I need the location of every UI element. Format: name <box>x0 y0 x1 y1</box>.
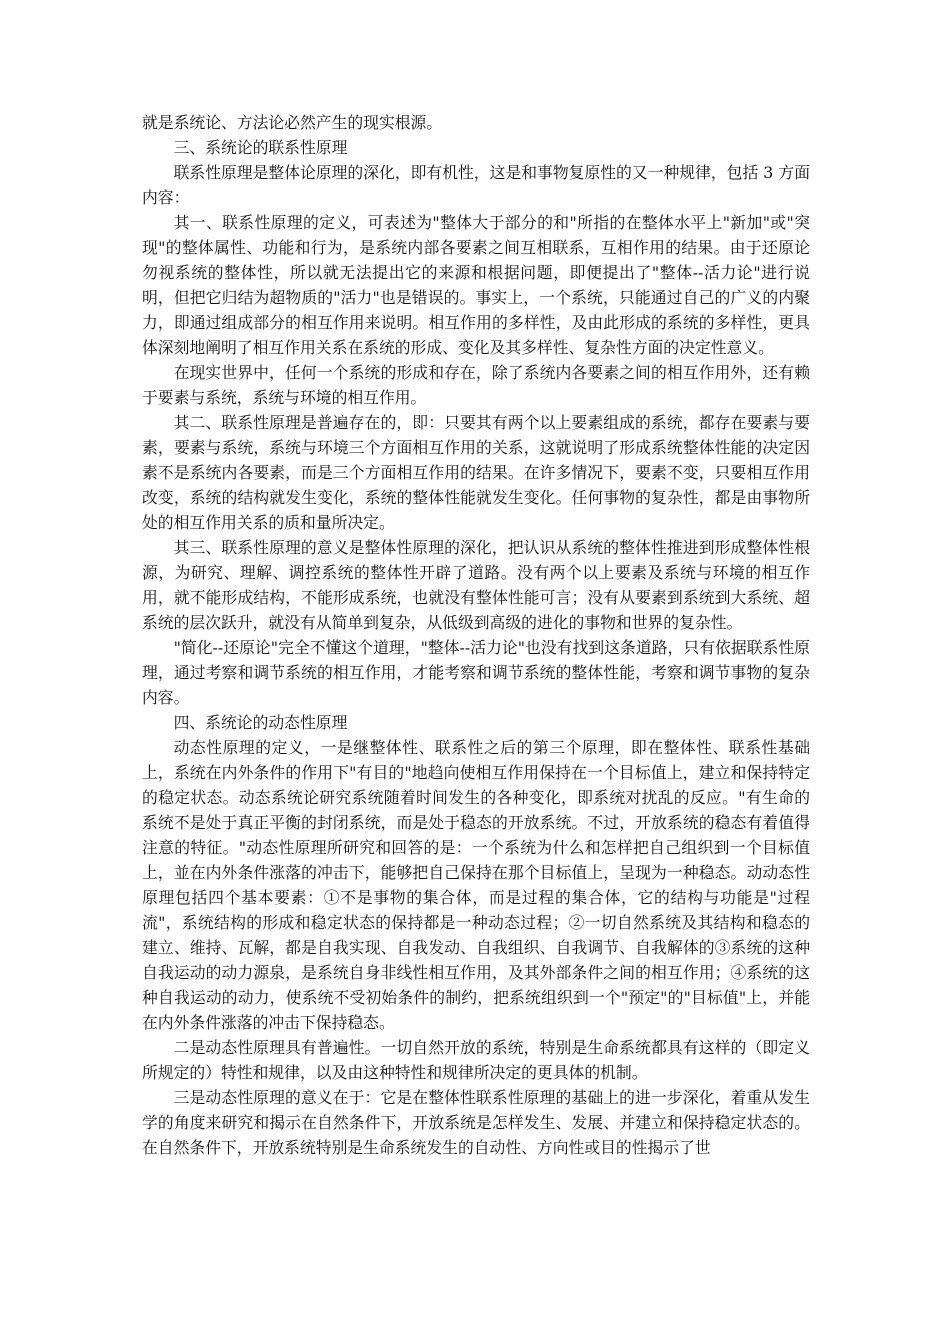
section-heading-4: 四、系统论的动态性原理 <box>173 713 348 732</box>
paragraph-linkage-definition: 其一、联系性原理的定义，可表述为"整体大于部分的和"所指的在整体水平上"新加"或"突现"的整体属性、功能和行为，是系统内部各要素之间互相联系，互相作用的结果。由于还原论勿视系统的整体性，所以就无法提出它的来源和根据问题，即便提出了"整体--活力论"进行说明，但把它归结为超物质的"活力"也是错误的。事实上，一个系统，只能通过自己的广义的内聚力，即通过组成部分的相互作用来说明。相互作用的多样性，及由此形成的系统的多样性，更具体深刻地阐明了相互作用关系在系统的形成、变化及其多样性、复杂性方面的决定性意义。 <box>142 213 810 357</box>
paragraph-linkage-intro: 联系性原理是整体论原理的深化，即有机性，这是和事物复原性的又一种规律，包括 3 方面内容： <box>142 163 810 207</box>
section-heading-3: 三、系统论的联系性原理 <box>173 138 348 157</box>
paragraph-real-world: 在现实世界中，任何一个系统的形成和存在，除了系统内各要素之间的相互作用外，还有赖于要素与系统，系统与环境的相互作用。 <box>142 363 810 407</box>
paragraph-dynamic-significance: 三是动态性原理的意义在于：它是在整体性联系性原理的基础上的进一步深化，着重从发生学的角度来研究和揭示在自然条件下，开放系统是怎样发生、发展、并建立和保持稳定状态的。在自然条件下，开放系统特别是生命系统发生的自动性、方向性或目的性揭示了世 <box>142 1088 810 1157</box>
paragraph-dynamic-universal: 二是动态性原理具有普遍性。一切自然开放的系统，特别是生命系统都具有这样的（即定义所规定的）特性和规律，以及由这种特性和规律所决定的更具体的机制。 <box>142 1038 810 1082</box>
paragraph-continuation: 就是系统论、方法论必然产生的现实根源。 <box>142 113 443 132</box>
paragraph-linkage-universal: 其二、联系性原理是普遍存在的，即：只要其有两个以上要素组成的系统，都存在要素与要素，要素与系统，系统与环境三个方面相互作用的关系，这就说明了形成系统整体性能的决定因素不是系统内各要素，而是三个方面相互作用的结果。在许多情况下，要素不变，只要相互作用改变，系统的结构就发生变化，系统的整体性能就发生变化。任何事物的复杂性，都是由事物所处的相互作用关系的质和量所决定。 <box>142 413 810 532</box>
paragraph-dynamic-definition: 动态性原理的定义，一是继整体性、联系性之后的第三个原理，即在整体性、联系性基础上，系统在内外条件的作用下"有目的"地趋向使相互作用保持在一个目标值上，建立和保持特定的稳定状态。动态系统论研究系统随着时间发生的各种变化，即系统对扰乱的反应。"有生命的系统不是处于真正平衡的封闭系统，而是处于稳态的开放系统。不过，开放系统的稳态有着值得注意的特征。"动态性原理所研究和回答的是：一个系统为什么和怎样把自己组织到一个目标值上，並在内外条件涨落的冲击下，能够把自己保持在那个目标值上，呈现为一种稳态。动动态性原理包括四个基本要素：①不是事物的集合体，而是过程的集合体，它的结构与功能是"过程流"，系统结构的形成和稳定状态的保持都是一种动态过程；②一切自然系统及其结构和稳态的建立、维持、瓦解，都是自我实现、自我发动、自我组织、自我调节、自我解体的③系统的这种自我运动的动力源泉，是系统自身非线性相互作用，及其外部条件之间的相互作用；④系统的这种自我运动的动力，使系统不受初始条件的制约，把系统组织到一个"预定"的"目标值"上，并能在内外条件涨落的冲击下保持稳态。 <box>142 738 810 1032</box>
document-page <box>142 110 810 1160</box>
paragraph-reductionism: "简化--还原论"完全不懂这个道理，"整体--活力论"也没有找到这条道路，只有依据联系性原理，通过考察和调节系统的相互作用，才能考察和调节系统的整体性能，考察和调节事物的复杂内容。 <box>142 638 810 707</box>
paragraph-linkage-significance: 其三、联系性原理的意义是整体性原理的深化，把认识从系统的整体性推进到形成整体性根源，为研究、理解、调控系统的整体性开辟了道路。没有两个以上要素及系统与环境的相互作用，就不能形成结构，不能形成系统，也就没有整体性能可言；没有从要素到系统到大系统、超系统的层次跃升，就没有从简单到复杂，从低级到高级的进化的事物和世界的复杂性。 <box>142 538 810 632</box>
